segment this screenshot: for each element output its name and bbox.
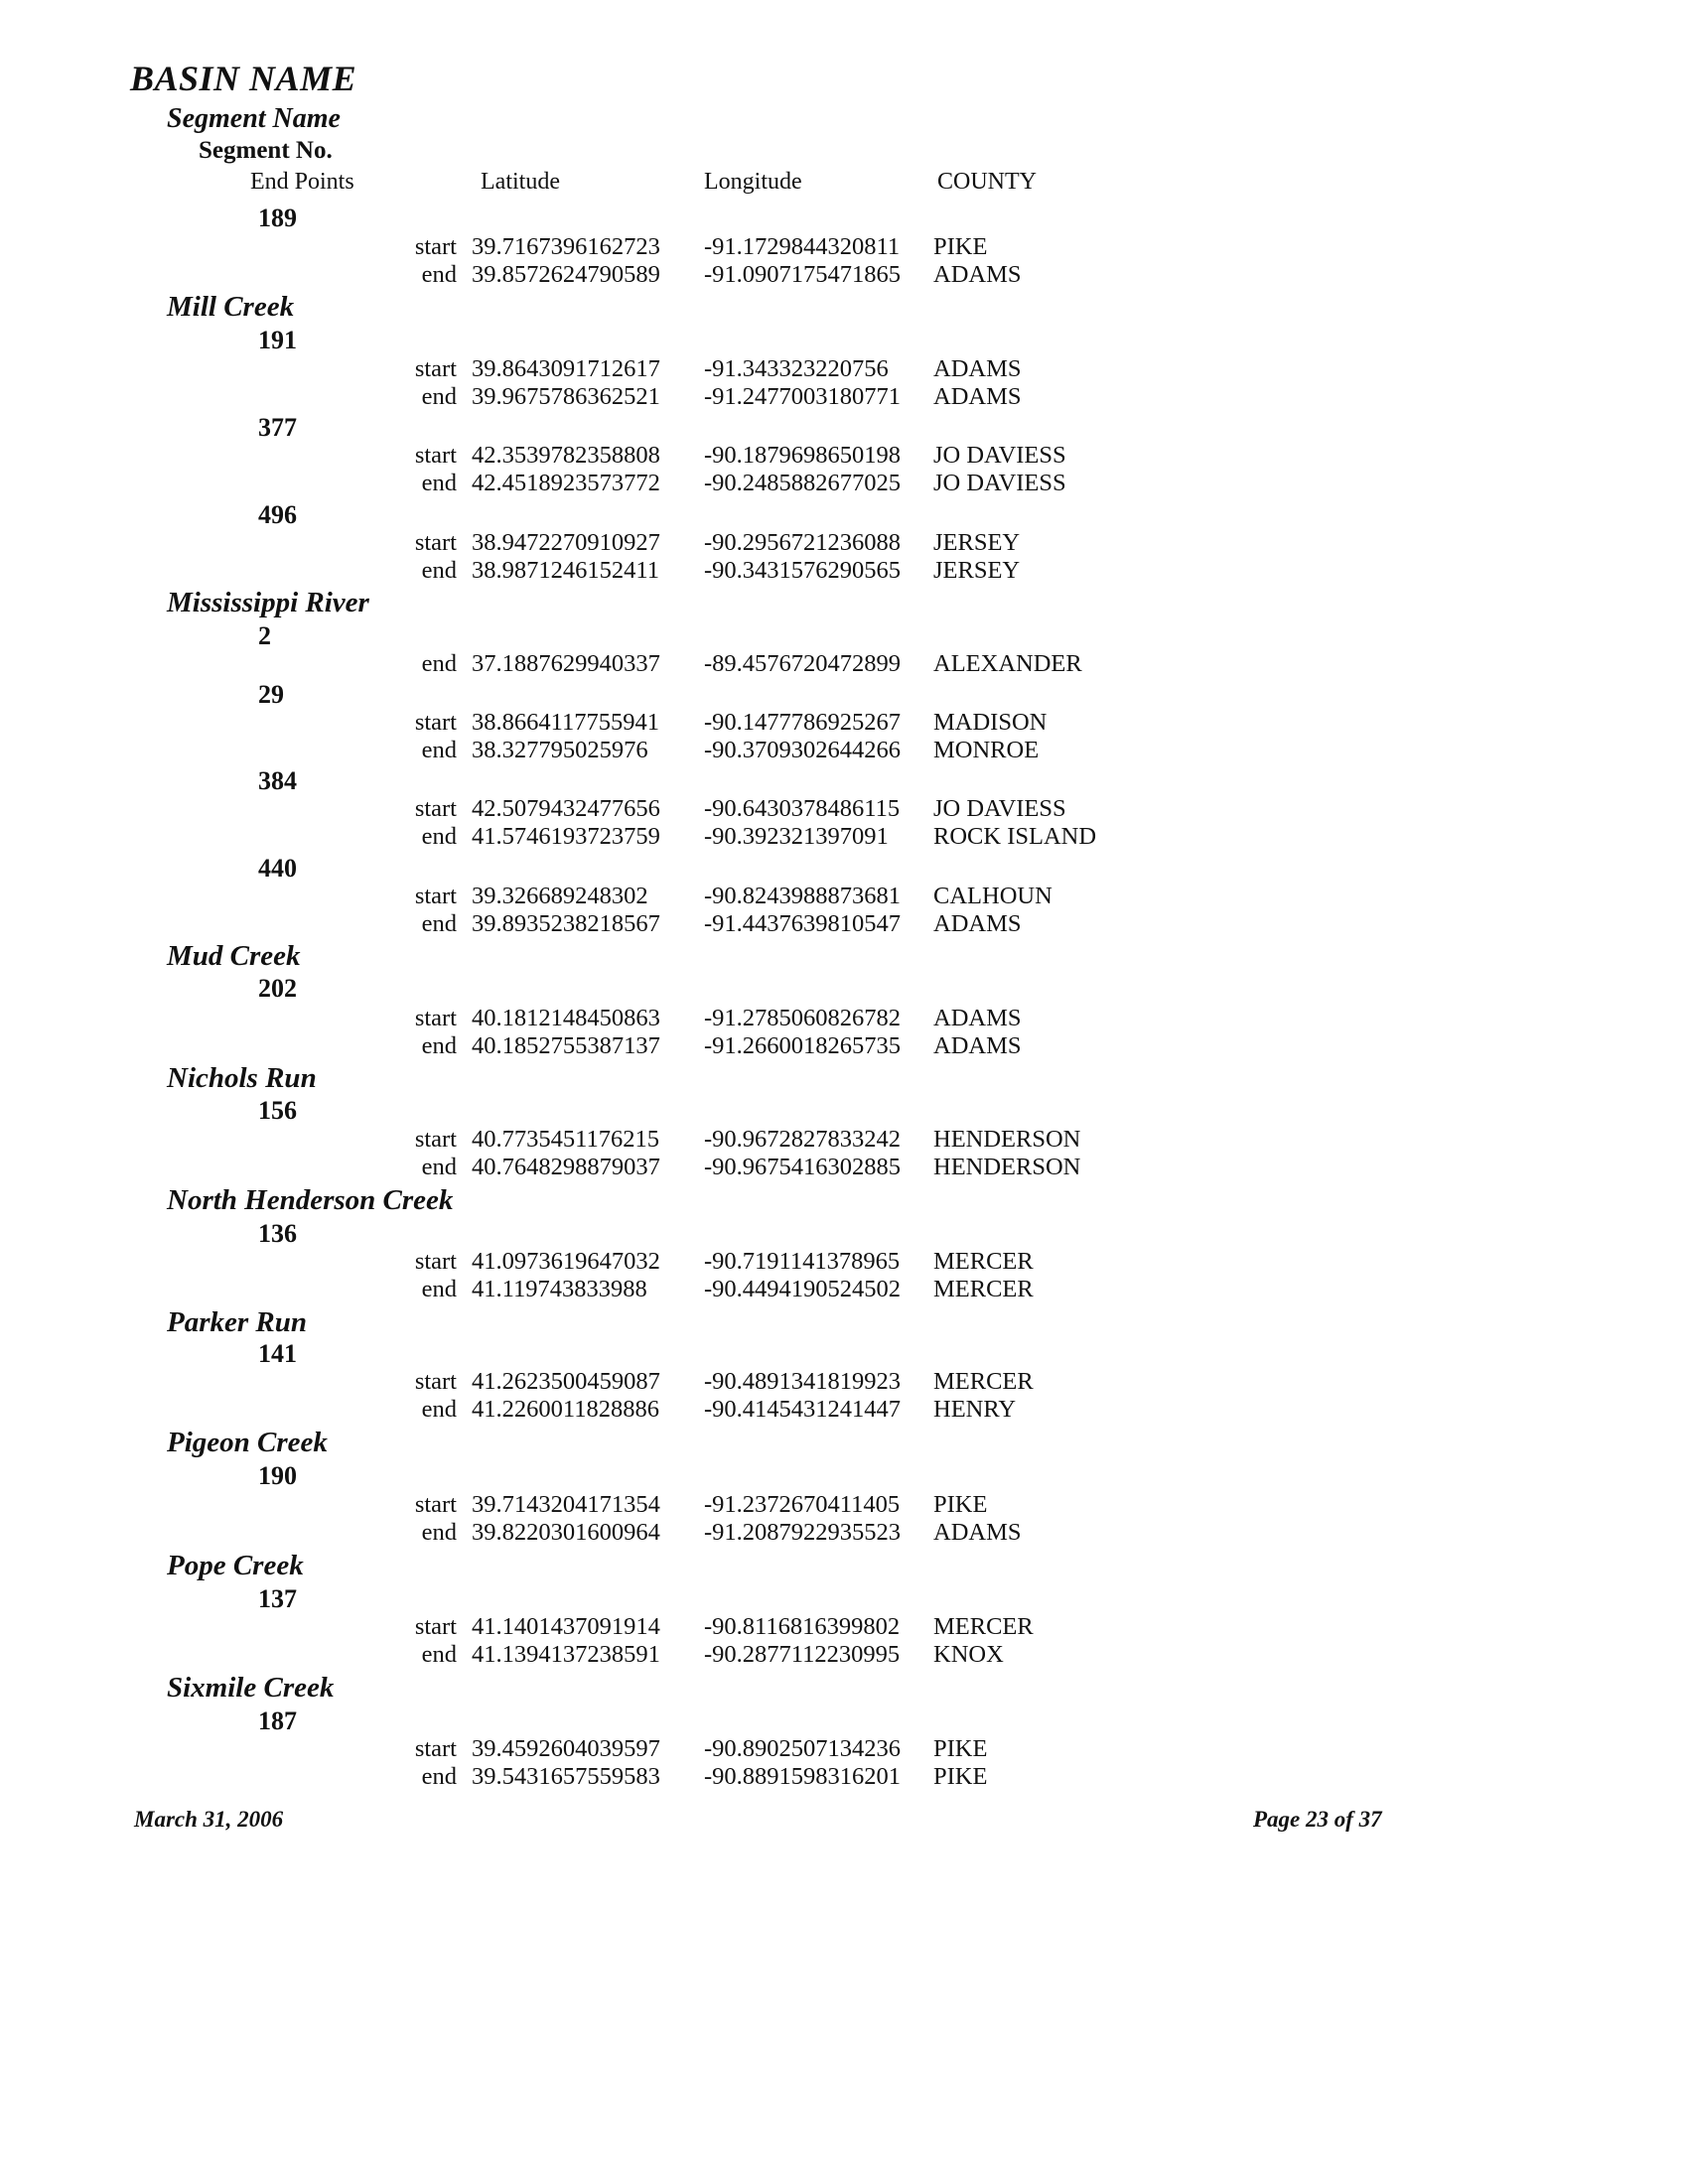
longitude-value: -90.392321397091 — [704, 823, 889, 850]
longitude-value: -90.7191141378965 — [704, 1248, 901, 1275]
latitude-value: 39.326689248302 — [472, 883, 648, 909]
endpoint-label: end — [421, 823, 457, 850]
segment-number: 377 — [258, 413, 297, 442]
endpoint-label: end — [421, 910, 457, 937]
latitude-value: 41.0973619647032 — [472, 1248, 660, 1275]
longitude-value: -91.1729844320811 — [704, 233, 901, 260]
segment-name: Nichols Run — [167, 1062, 317, 1094]
segment-number: 136 — [258, 1219, 297, 1248]
latitude-value: 40.7648298879037 — [472, 1154, 660, 1180]
county-value: JERSEY — [933, 529, 1021, 556]
latitude-value: 39.8643091712617 — [472, 355, 660, 382]
longitude-value: -91.2477003180771 — [704, 383, 902, 410]
latitude-value: 41.2260011828886 — [472, 1396, 659, 1423]
latitude-value: 40.1812148450863 — [472, 1005, 660, 1031]
county-value: JO DAVIESS — [933, 470, 1066, 496]
county-value: PIKE — [933, 1491, 988, 1518]
segment-name: Mississippi River — [167, 587, 369, 618]
county-value: JO DAVIESS — [933, 442, 1066, 469]
endpoint-label: end — [421, 737, 457, 763]
segment-name-heading: Segment Name — [167, 103, 341, 134]
endpoint-label: start — [414, 529, 457, 556]
latitude-column-header: Latitude — [481, 169, 560, 195]
latitude-value: 41.1394137238591 — [472, 1641, 660, 1668]
endpoint-label: end — [421, 261, 457, 288]
county-value: MERCER — [933, 1248, 1034, 1275]
endpoint-label: end — [421, 1154, 457, 1180]
latitude-value: 39.4592604039597 — [472, 1735, 660, 1762]
segment-number: 141 — [258, 1339, 297, 1368]
endpoint-label: end — [421, 1641, 457, 1668]
longitude-column-header: Longitude — [704, 169, 802, 195]
latitude-value: 42.5079432477656 — [472, 795, 660, 822]
county-value: PIKE — [933, 233, 988, 260]
longitude-value: -90.3709302644266 — [704, 737, 902, 763]
endpoint-label: end — [421, 1032, 457, 1059]
longitude-value: -91.0907175471865 — [704, 261, 902, 288]
longitude-value: -91.343323220756 — [704, 355, 889, 382]
longitude-value: -90.4494190524502 — [704, 1276, 902, 1302]
endpoint-label: start — [414, 233, 457, 260]
county-value: ROCK ISLAND — [933, 823, 1097, 850]
segment-number: 187 — [258, 1706, 297, 1735]
county-value: KNOX — [933, 1641, 1004, 1668]
county-value: ALEXANDER — [933, 650, 1082, 677]
endpoint-label: start — [414, 1735, 457, 1762]
county-value: JO DAVIESS — [933, 795, 1066, 822]
longitude-value: -90.4891341819923 — [704, 1368, 902, 1395]
segment-number: 2 — [258, 621, 271, 650]
longitude-value: -90.2877112230995 — [704, 1641, 901, 1668]
segment-name: North Henderson Creek — [167, 1184, 454, 1216]
endpoint-label: end — [421, 1396, 457, 1423]
latitude-value: 39.8220301600964 — [472, 1519, 660, 1546]
end-points-column-header: End Points — [250, 169, 354, 195]
county-value: ADAMS — [933, 910, 1022, 937]
county-value: MERCER — [933, 1613, 1034, 1640]
longitude-value: -90.8243988873681 — [704, 883, 902, 909]
latitude-value: 37.1887629940337 — [472, 650, 660, 677]
footer-page-number: Page 23 of 37 — [1253, 1807, 1382, 1832]
endpoint-label: start — [414, 1005, 457, 1031]
longitude-value: -90.8902507134236 — [704, 1735, 902, 1762]
county-value: ADAMS — [933, 261, 1022, 288]
segment-number: 189 — [258, 204, 297, 232]
latitude-value: 39.5431657559583 — [472, 1763, 660, 1790]
endpoint-label: end — [421, 650, 457, 677]
longitude-value: -90.2956721236088 — [704, 529, 902, 556]
county-value: HENDERSON — [933, 1126, 1081, 1153]
segment-number: 191 — [258, 326, 297, 354]
county-value: MERCER — [933, 1368, 1034, 1395]
segment-number: 384 — [258, 766, 297, 795]
segment-number: 156 — [258, 1096, 297, 1125]
endpoint-label: end — [421, 383, 457, 410]
segment-name: Mud Creek — [167, 940, 301, 972]
longitude-value: -91.2785060826782 — [704, 1005, 902, 1031]
latitude-value: 39.8935238218567 — [472, 910, 660, 937]
endpoint-label: start — [414, 883, 457, 909]
segment-number: 440 — [258, 854, 297, 883]
longitude-value: -90.3431576290565 — [704, 557, 902, 584]
county-value: HENDERSON — [933, 1154, 1081, 1180]
county-value: JERSEY — [933, 557, 1021, 584]
latitude-value: 38.9472270910927 — [472, 529, 660, 556]
endpoint-label: start — [414, 1126, 457, 1153]
longitude-value: -91.4437639810547 — [704, 910, 902, 937]
longitude-value: -90.6430378486115 — [704, 795, 901, 822]
latitude-value: 41.119743833988 — [472, 1276, 647, 1302]
latitude-value: 38.8664117755941 — [472, 709, 659, 736]
footer-date: March 31, 2006 — [134, 1807, 284, 1832]
county-value: ADAMS — [933, 1005, 1022, 1031]
endpoint-label: start — [414, 1368, 457, 1395]
segment-number: 29 — [258, 680, 284, 709]
endpoint-label: start — [414, 442, 457, 469]
county-value: PIKE — [933, 1735, 988, 1762]
endpoint-label: start — [414, 1248, 457, 1275]
longitude-value: -90.8116816399802 — [704, 1613, 901, 1640]
segment-name: Sixmile Creek — [167, 1672, 335, 1704]
segment-number: 202 — [258, 974, 297, 1003]
county-value: ADAMS — [933, 383, 1022, 410]
longitude-value: -90.1477786925267 — [704, 709, 902, 736]
longitude-value: -90.1879698650198 — [704, 442, 902, 469]
longitude-value: -91.2372670411405 — [704, 1491, 901, 1518]
longitude-value: -91.2660018265735 — [704, 1032, 902, 1059]
segment-number: 137 — [258, 1584, 297, 1613]
latitude-value: 38.9871246152411 — [472, 557, 659, 584]
latitude-value: 40.7735451176215 — [472, 1126, 659, 1153]
county-value: ADAMS — [933, 1519, 1022, 1546]
latitude-value: 39.9675786362521 — [472, 383, 660, 410]
latitude-value: 42.4518923573772 — [472, 470, 660, 496]
endpoint-label: start — [414, 709, 457, 736]
county-value: HENRY — [933, 1396, 1017, 1423]
endpoint-label: end — [421, 1276, 457, 1302]
latitude-value: 41.2623500459087 — [472, 1368, 660, 1395]
county-value: MADISON — [933, 709, 1048, 736]
county-value: MONROE — [933, 737, 1040, 763]
segment-name: Pigeon Creek — [167, 1427, 328, 1458]
endpoint-label: end — [421, 1763, 457, 1790]
county-value: ADAMS — [933, 1032, 1022, 1059]
segment-name: Pope Creek — [167, 1550, 304, 1581]
latitude-value: 41.5746193723759 — [472, 823, 660, 850]
endpoint-label: start — [414, 795, 457, 822]
latitude-value: 41.1401437091914 — [472, 1613, 660, 1640]
latitude-value: 40.1852755387137 — [472, 1032, 660, 1059]
segment-no-heading: Segment No. — [199, 137, 333, 164]
longitude-value: -90.8891598316201 — [704, 1763, 902, 1790]
endpoint-label: end — [421, 1519, 457, 1546]
longitude-value: -90.9672827833242 — [704, 1126, 902, 1153]
latitude-value: 39.7143204171354 — [472, 1491, 660, 1518]
endpoint-label: end — [421, 557, 457, 584]
endpoint-label: start — [414, 1491, 457, 1518]
county-value: MERCER — [933, 1276, 1034, 1302]
segment-number: 496 — [258, 500, 297, 529]
latitude-value: 38.327795025976 — [472, 737, 648, 763]
county-value: PIKE — [933, 1763, 988, 1790]
latitude-value: 39.7167396162723 — [472, 233, 660, 260]
longitude-value: -89.4576720472899 — [704, 650, 902, 677]
county-column-header: COUNTY — [937, 169, 1037, 195]
segment-number: 190 — [258, 1461, 297, 1490]
longitude-value: -90.4145431241447 — [704, 1396, 902, 1423]
latitude-value: 42.3539782358808 — [472, 442, 660, 469]
longitude-value: -90.9675416302885 — [704, 1154, 902, 1180]
endpoint-label: start — [414, 355, 457, 382]
segment-name: Parker Run — [167, 1306, 308, 1338]
endpoint-label: start — [414, 1613, 457, 1640]
endpoint-label: end — [421, 470, 457, 496]
segment-name: Mill Creek — [167, 291, 295, 323]
longitude-value: -91.2087922935523 — [704, 1519, 902, 1546]
basin-name-heading: BASIN NAME — [130, 59, 357, 98]
latitude-value: 39.8572624790589 — [472, 261, 660, 288]
county-value: ADAMS — [933, 355, 1022, 382]
longitude-value: -90.2485882677025 — [704, 470, 902, 496]
county-value: CALHOUN — [933, 883, 1052, 909]
